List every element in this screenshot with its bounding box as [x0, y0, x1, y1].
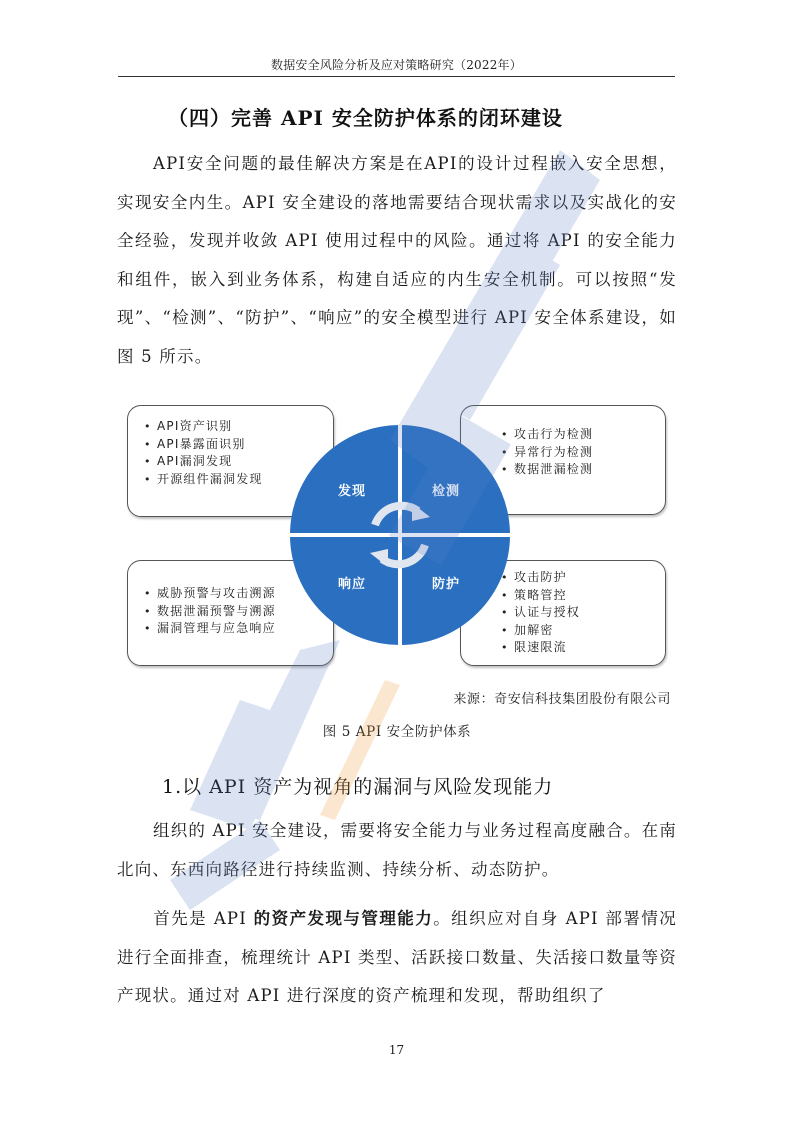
list-item: • 数据泄漏检测: [501, 461, 665, 479]
list-item: • API漏洞发现: [144, 453, 333, 471]
intro-paragraph-text: API安全问题的最佳解决方案是在API的设计过程嵌入安全思想，实现安全内生。API 安全建设的落地需要结合现状需求以及实战化的安全经验，发现并收敛 API 使用过程中的风险。通过将 API 的安全能力和组件，嵌入到业务体系，构建自适应的内生安全机制。可以按照“发现”、“检测”、“防护”、“响应”的安全模型进行 API 安全体系建设，如图 5 所示。: [117, 154, 677, 366]
list-item: • 策略管控: [501, 587, 665, 605]
list-item: • 限速限流: [501, 639, 665, 657]
section-title: （四）完善 API 安全防护体系的闭环建设: [168, 106, 563, 130]
quadrant-label-discover: 发现: [338, 484, 367, 499]
list-item: • 攻击防护: [501, 569, 665, 587]
quadrant-label-detect: 检测: [432, 484, 461, 499]
list-item: • 认证与授权: [501, 604, 665, 622]
subsection-title: 1.以 API 资产为视角的漏洞与风险发现能力: [162, 776, 554, 798]
security-model-circle: [290, 425, 510, 645]
quadrant-label-respond: 响应: [338, 577, 367, 592]
list-item: • API暴露面识别: [144, 436, 333, 454]
cycle-arrows-icon: [290, 425, 510, 645]
list-item: • API资产识别: [144, 418, 333, 436]
list-item: • 加解密: [501, 622, 665, 640]
figure-caption: 图 5 API 安全防护体系: [322, 724, 472, 740]
paragraph-2-text: 组织的 API 安全建设，需要将安全能力与业务过程高度融合。在南北向、东西向路径进行持续监测、持续分析、动态防护。: [117, 821, 677, 879]
intro-paragraph: [117, 145, 677, 376]
figure-source: 来源：奇安信科技集团股份有限公司: [453, 692, 671, 707]
header-rule: [118, 76, 675, 77]
paragraph-2: [117, 812, 677, 889]
list-item: • 异常行为检测: [501, 444, 665, 462]
quadrant-label-protect: 防护: [432, 577, 461, 592]
list-item: • 数据泄漏预警与溯源: [144, 603, 333, 621]
running-header: 数据安全风险分析及应对策略研究（2022年）: [271, 58, 522, 72]
paragraph-3-rest: 。组织应对自身 API 部署情况进行全面排查，梳理统计 API 类型、活跃接口数量、失活接口数量等资产现状。通过对 API 进行深度的资产梳理和发现，帮助组织了: [117, 909, 677, 1005]
list-item: • 开源组件漏洞发现: [144, 471, 333, 489]
paragraph-3-emphasis: 的资产发现与管理能力: [253, 909, 434, 928]
page-number: 17: [388, 1043, 405, 1057]
paragraph-3: [117, 900, 677, 1016]
list-item: • 威胁预警与攻击溯源: [144, 585, 333, 603]
list-item: • 漏洞管理与应急响应: [144, 620, 333, 638]
paragraph-3-lead: 首先是 API: [153, 909, 254, 928]
list-item: • 攻击行为检测: [501, 426, 665, 444]
